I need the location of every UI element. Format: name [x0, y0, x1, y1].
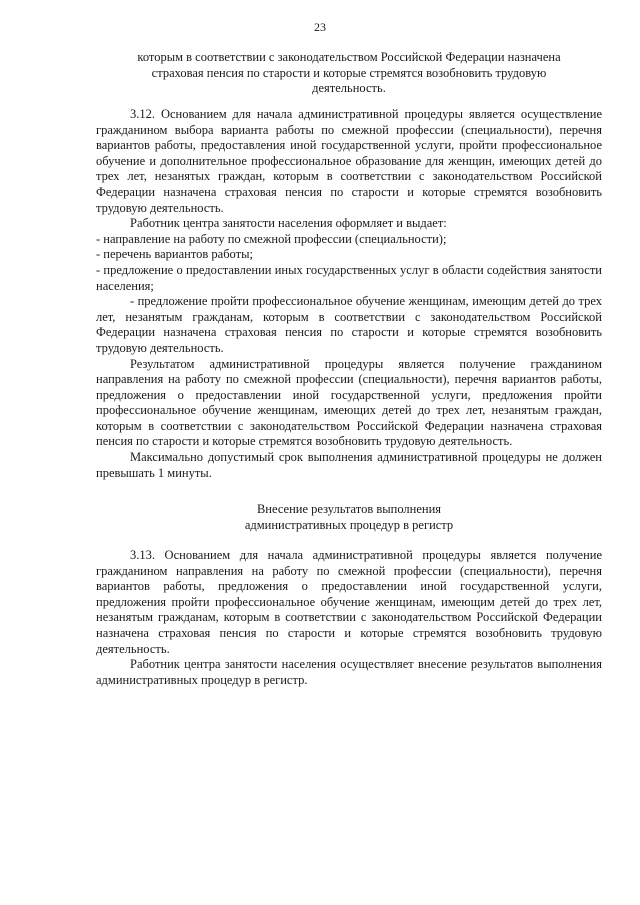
section-3-12 [96, 107, 602, 481]
page-number: 23 [314, 20, 326, 34]
section-heading [96, 502, 602, 533]
section-heading-line: административных процедур в регистр [244, 517, 454, 532]
section-3-13-paragraph-2: Работник центра занятости населения осуществляет внесение результатов выполнения административных процедур в регистр. [96, 657, 602, 687]
intro-line: которым в соответствии с законодательством Российской Федерации назначена [137, 50, 561, 64]
intro-line: деятельность. [312, 81, 386, 96]
list-item: - предложение о предоставлении иных государственных услуг в области содействия занятости населения; [96, 262, 602, 293]
section-3-12-paragraph-1: 3.12. Основанием для начала административной процедуры является осуществление гражданином выбора варианта работы по смежной профессии (специальности), перечня вариантов работы, предоставления иной государственной услуги, пройти профессиональное обучение и дополнительное профессиональное образование для женщин, имеющих детей до трех лет, незанятых граждан, которым в соответствии с законодательством Российской Федерации назначена страховая пенсия по старости и которые стремятся возобновить трудовую деятельность. [96, 107, 602, 215]
list-item: - перечень вариантов работы; [96, 247, 253, 262]
section-3-13 [96, 548, 602, 688]
section-3-13-paragraph-1: 3.13. Основанием для начала административной процедуры является получение гражданином направления на работу по смежной профессии (специальности), перечня вариантов работы, предложения о предоставлении иной государственной услуги, предложения пройти профессиональное обучение женщинам, имеющим детей до трех лет, незанятым гражданам, которым в соответствии с законодательством Российской Федерации назначена страховая пенсия по старости и которые стремятся возобновить трудовую деятельность. [96, 548, 602, 656]
section-3-12-paragraph-4: Максимально допустимый срок выполнения административной процедуры не должен превышать 1 минуты. [96, 450, 602, 480]
section-3-12-paragraph-2: Работник центра занятости населения оформляет и выдает: [130, 216, 447, 231]
section-3-12-paragraph-3: Результатом административной процедуры является получение гражданином направления на работу по смежной профессии (специальности), перечня вариантов работы, предложения о предоставлении иной государственной услуги, предложения пройти профессиональное обучение женщинам, имеющих детей до трех лет, незанятым граждан, которым в соответствии с законодательством Российской Федерации назначена страховая пенсия по старости и которые стремятся возобновить трудовую деятельность. [96, 356, 602, 449]
section-heading-line: Внесение результатов выполнения [256, 502, 442, 516]
list-item: - направление на работу по смежной профессии (специальности); [96, 231, 447, 246]
intro-line: страховая пенсия по старости и которые стремятся возобновить трудовую [151, 65, 547, 80]
intro-paragraph [96, 50, 602, 97]
list-item: - предложение пройти профессиональное обучение женщинам, имеющим детей до трех лет, незанятым гражданам, которым в соответствии с законодательством Российской Федерации назначена страховая пенсия по старости и которые стремятся возобновить трудовую деятельность. [96, 294, 602, 355]
